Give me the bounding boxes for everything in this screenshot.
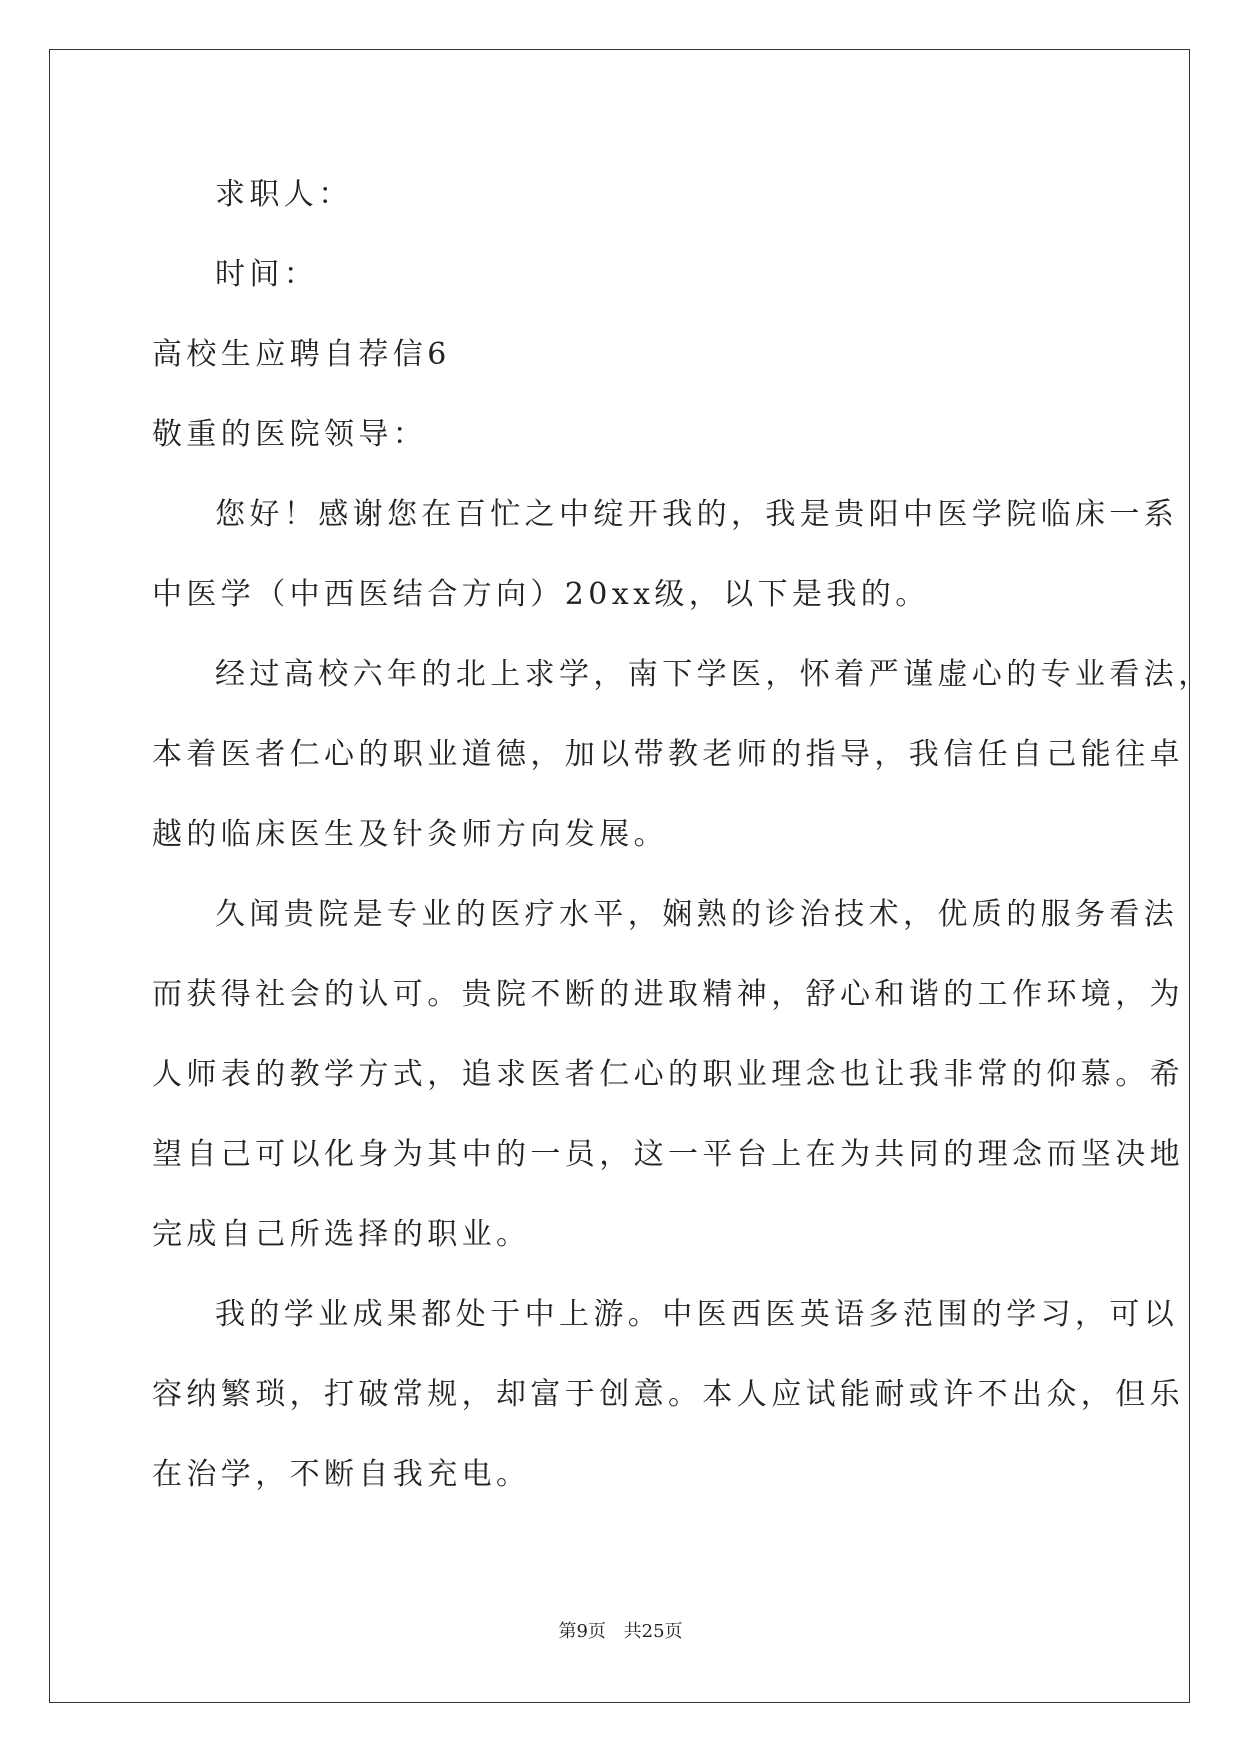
page-total: 共25页 — [623, 1621, 683, 1642]
paragraph-line: 我的学业成果都处于中上游。中医西医英语多范围的学习，可以 — [215, 1297, 1179, 1332]
page-footer — [0, 1620, 1241, 1644]
letter-title: 高校生应聘自荐信6 — [152, 337, 451, 372]
paragraph-line: 容纳繁琐，打破常规，却富于创意。本人应试能耐或许不出众，但乐 — [152, 1377, 1184, 1412]
paragraph-line: 久闻贵院是专业的医疗水平，娴熟的诊治技术，优质的服务看法 — [215, 897, 1179, 932]
letter-salutation: 敬重的医院领导： — [152, 417, 428, 452]
paragraph-line: 完成自己所选择的职业。 — [152, 1217, 531, 1252]
page-number: 第9页 — [558, 1621, 606, 1642]
paragraph-line: 望自己可以化身为其中的一员，这一平台上在为共同的理念而坚决地 — [152, 1137, 1184, 1172]
paragraph-line: 人师表的教学方式，追求医者仁心的职业理念也让我非常的仰慕。希 — [152, 1057, 1184, 1092]
paragraph-line: 而获得社会的认可。贵院不断的进取精神，舒心和谐的工作环境，为 — [152, 977, 1184, 1012]
paragraph-line: 在治学，不断自我充电。 — [152, 1457, 531, 1492]
applicant-label: 求职人： — [215, 177, 353, 212]
paragraph-line: 本着医者仁心的职业道德，加以带教老师的指导，我信任自己能往卓 — [152, 737, 1184, 772]
paragraph-line: 越的临床医生及针灸师方向发展。 — [152, 817, 668, 852]
paragraph-line: 中医学（中西医结合方向）20xx级，以下是我的。 — [152, 577, 930, 612]
paragraph-line: 经过高校六年的北上求学，南下学医，怀着严谨虚心的专业看法， — [215, 657, 1213, 692]
paragraph-line: 您好！感谢您在百忙之中绽开我的，我是贵阳中医学院临床一系 — [215, 497, 1179, 532]
time-label: 时间： — [215, 257, 319, 292]
